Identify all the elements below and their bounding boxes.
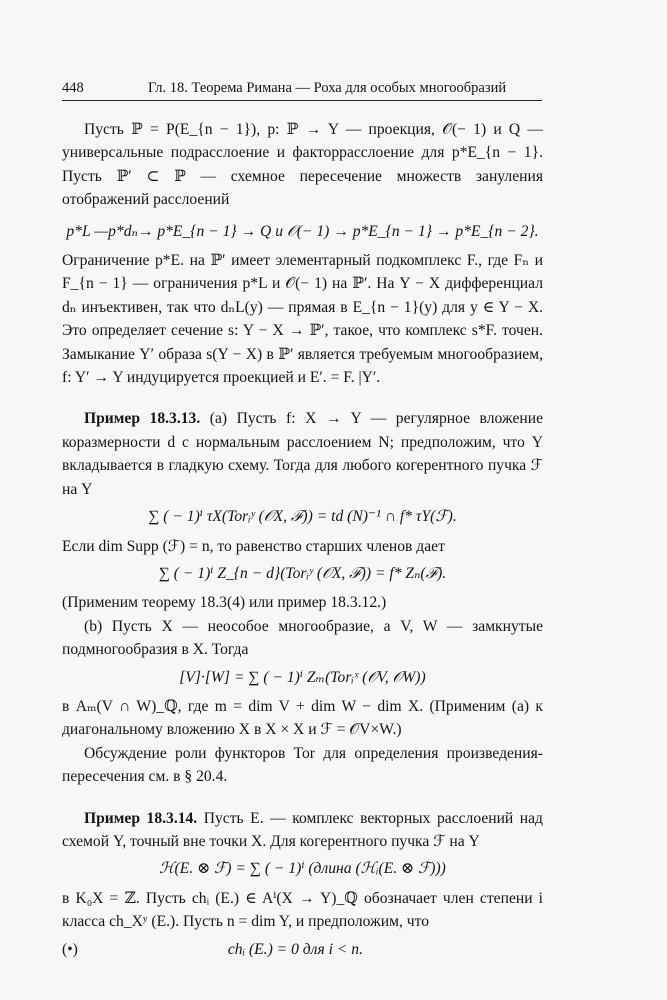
equation-body: chᵢ (E.) = 0 для i < n. (227, 940, 363, 958)
page-number: 448 (62, 80, 84, 96)
paragraph-chern: в K₀X = ℤ. Пусть chᵢ (E.) ∈ Aⁱ(X → Y)_ℚ обозначает член степени i класса ch_Xʸ (E.). Пусть n = dim Y, и предположим, что (62, 889, 543, 931)
paragraph-diagonal: в Aₘ(V ∩ W)_ℚ, где m = dim V + dim W − dim X. (Применим (a) к диагональному вложению X в X × X и ℱ = 𝒪V×W.) (62, 697, 543, 739)
paragraph-discussion: Обсуждение роли функторов Tor для определения произведения-пересечения см. в § 20.4. (62, 744, 543, 786)
example-text: Пусть E. — комплекс векторных расслоений над схемой Y, точный вне точки X. Для когерентного пучка ℱ на Y (62, 809, 543, 850)
formula-leading-terms: ∑ ( − 1)ⁱ Z_{n − d}(Torᵢʸ (𝒪X, ℱ)) = f* Zₙ(ℱ). (158, 564, 447, 582)
formula-vanishing (62, 938, 543, 961)
formula-euler-char: ℋ(E. ⊗ ℱ) = ∑ ( − 1)ⁱ (длина (ℋᵢ(E. ⊗ ℱ))) (159, 860, 446, 878)
paragraph-restriction: Ограничение p*E. на ℙ′ имеет элементарный подкомплекс F., где Fₙ и F_{n − 1} — ограничения p*L и 𝒪(− 1) на ℙ′. На Y − X дифференциал dₙ инъективен, так что dₙL(y) — прямая в E_{n − 1}(y) для y ∈ Y − X. Это определяет сечение s: Y − X → ℙ′, такое, что комплекс s*F. точен. Замыкание Y′ образа s(Y − X) в ℙ′ является требуемым многообразием, f: Y′ → Y индуцируется проекцией и E′. = F. |Y′. (62, 252, 543, 387)
running-title: Гл. 18. Теорема Римана — Роха для особых многообразий (148, 80, 507, 96)
formula-bundle-maps: p*L —p*dₙ→ p*E_{n − 1} → Q и 𝒪(− 1) → p*E_{n − 1} → p*E_{n − 2}. (66, 222, 539, 240)
example-18-3-13 (62, 407, 543, 501)
paragraph-apply: (Применим теорему 18.3(4) или пример 18.3.12.) (62, 594, 387, 612)
example-text: (a) Пусть f: X → Y — регулярное вложение коразмерности d с нормальным расслоением N; предположим, что Y вкладывается в гладкую схему. Тогда для любого когерентного пучка ℱ на Y (62, 410, 543, 498)
example-label: Пример 18.3.13. (84, 410, 201, 428)
example-label: Пример 18.3.14. (84, 809, 198, 827)
formula-tor-sum: ∑ ( − 1)ⁱ τX(Torᵢʸ (𝒪X, ℱ)) = td (N)⁻¹ ∩ f* τY(ℱ). (148, 508, 457, 526)
header-rule (62, 100, 542, 101)
equation-label: (•) (62, 940, 78, 958)
paragraph-projection: Пусть ℙ = P(E_{n − 1}), p: ℙ → Y — проекция, 𝒪(− 1) и Q — универсальные подрасслоение и факторрасслоение для p*E_{n − 1}. Пусть ℙ′ ⊂ ℙ — схемное пересечение множеств зануления отображений расслоений (62, 121, 543, 209)
paragraph-supp: Если dim Supp (ℱ) = n, то равенство старших членов дает (62, 537, 445, 555)
paragraph-part-b: (b) Пусть X — неособое многообразие, а V, W — замкнутые подмногообразия в X. Тогда (62, 617, 543, 659)
formula-intersection: [V]·[W] = ∑ ( − 1)ⁱ Zₘ(Torᵢˣ (𝒪V, 𝒪W)) (179, 668, 426, 686)
page-body (62, 118, 543, 967)
example-18-3-14 (62, 807, 543, 854)
